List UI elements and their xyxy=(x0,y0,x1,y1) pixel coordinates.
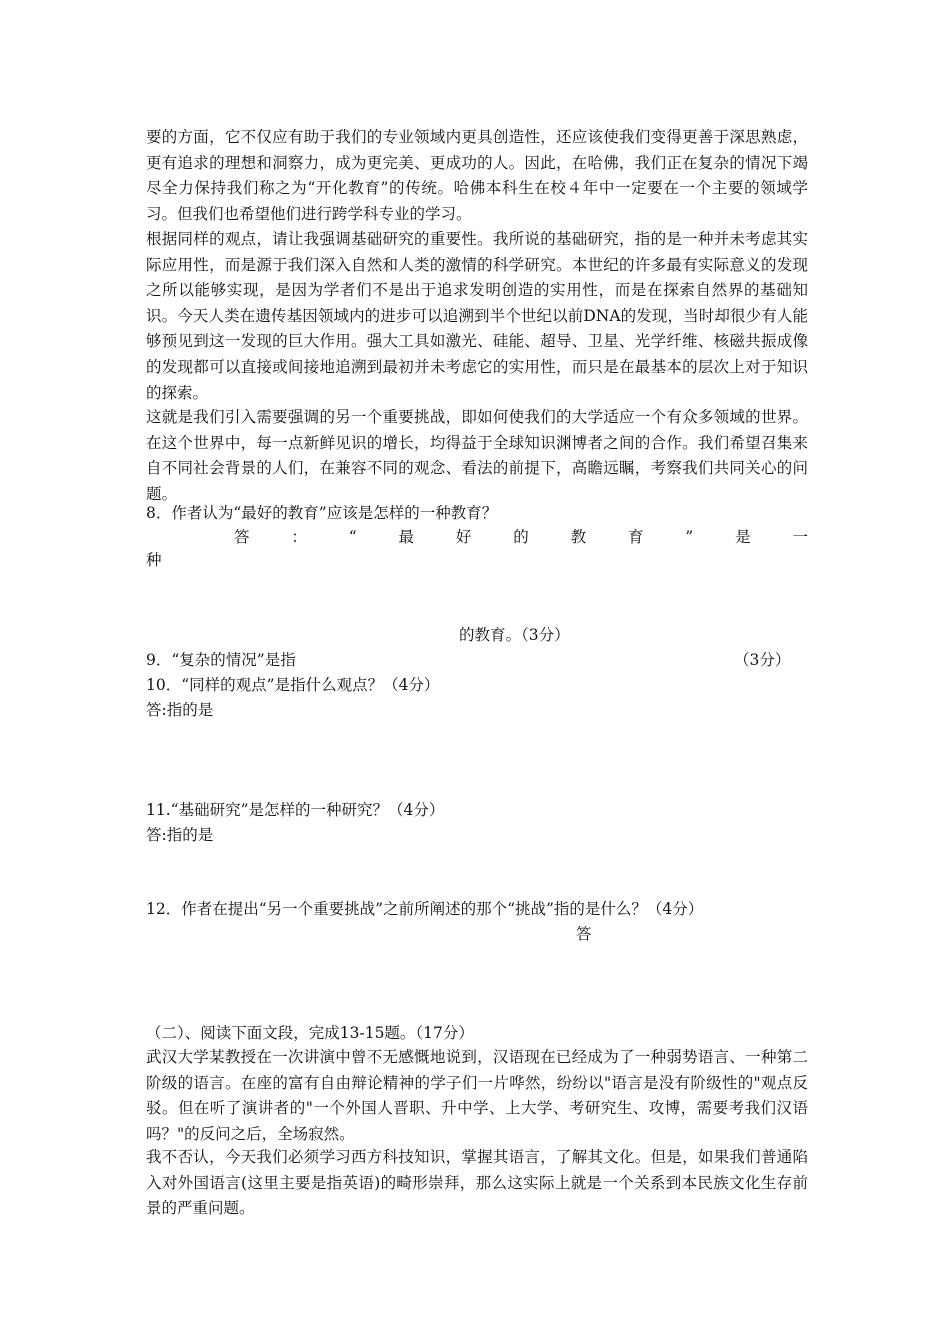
question-10: 10．“同样的观点”是指什么观点？（4分） xyxy=(146,676,440,694)
answer-char: 最 xyxy=(398,528,415,546)
answer-char: 一 xyxy=(792,528,808,546)
answer-char: ： xyxy=(291,528,307,546)
question-12: 12．作者在提出“另一个重要挑战”之前所阐述的那个“挑战”指的是什么？（4分） xyxy=(146,900,704,918)
section-two-paragraph-2: 我不否认，今天我们必须学习西方科技知识，掌握其语言，了解其文化。但是，如果我们普通陷入对外国语言(这里主要是指英语)的畸形崇拜，那么这实际上就是一个关系到本民族文化生存前景的严重问题。 xyxy=(146,1148,808,1218)
answer-char: 好 xyxy=(455,528,472,546)
answer-char: 教 xyxy=(570,528,587,546)
passage-paragraph-3: 这就是我们引入需要强调的另一个重要挑战，即如何使我们的大学适应一个有众多领域的世界。在这个世界中，每一点新鲜见识的增长，均得益于全球知识渊博者之间的合作。我们希望召集来自不同社会背景的人们，在兼容不同的观念、看法的前提下，高瞻远瞩，考察我们共同关心的问题。 xyxy=(146,408,808,503)
passage-paragraph-2: 根据同样的观点，请让我强调基础研究的重要性。我所说的基础研究，指的是一种并未考虑其实际应用性，而是源于我们深入自然和人类的激情的科学研究。本世纪的许多最有实际意义的发现之所以能够实现，是因为学者们不是出于追求发明创造的实用性，而是在探索自然界的基础知识。今天人类在遗传基因领域内的进步可以追溯到半个世纪以前DNA的发现，当时却很少有人能够预见到这一发现的巨大作用。强大工具如激光、硅能、超导、卫星、光学纤维、核磁共振成像的发现都可以直接或间接地追溯到最初并未考虑它的实用性，而只是在最基本的层次上对于知识的探索。 xyxy=(146,230,808,402)
question-8-answer-end: 的教育。（3分） xyxy=(459,626,570,644)
section-two-heading: （二）、阅读下面文段，完成13-15题。（17分） xyxy=(146,1024,474,1042)
answer-char: 育 xyxy=(627,528,644,546)
question-8-answer-wrap: 种 xyxy=(146,551,162,569)
answer-char: 的 xyxy=(513,528,529,546)
question-11-answer: 答:指的是 xyxy=(146,826,214,844)
question-12-answer: 答 xyxy=(576,925,592,943)
passage-paragraph-1: 要的方面，它不仅应有助于我们的专业领域内更具创造性，还应该使我们变得更善于深思熟虑，更有追求的理想和洞察力，成为更完美、更成功的人。因此，在哈佛，我们正在复杂的情况下竭尽全力保持我们称之为“开化教育”的传统。哈佛本科生在校４年中一定要在一个主要的领域学习。但我们也希望他们进行跨学科专业的学习。 xyxy=(146,128,808,223)
section-two-paragraph-1: 武汉大学某教授在一次讲演中曾不无感慨地说到，汉语现在已经成为了一种弱势语言、一种第二阶级的语言。在座的富有自由辩论精神的学子们一片哗然，纷纷以"语言是没有阶级性的"观点反驳。但在听了演讲者的"一个外国人晋职、升中学、上大学、考研究生、攻博，需要考我们汉语吗？"的反问之后，全场寂然。 xyxy=(146,1048,808,1143)
question-10-answer: 答:指的是 xyxy=(146,701,214,719)
answer-char: ” xyxy=(685,528,694,546)
answer-char: 答 xyxy=(234,528,250,546)
answer-char: “ xyxy=(348,528,357,546)
question-9: 9．“复杂的情况”是指 xyxy=(146,651,296,669)
question-8: 8．作者认为“最好的教育”应该是怎样的一种教育？ xyxy=(146,504,498,522)
answer-char: 是 xyxy=(735,528,751,546)
question-11: 11.“基础研究”是怎样的一种研究？（4分） xyxy=(146,801,445,819)
question-9-score: （3分） xyxy=(734,651,791,669)
question-8-answer-line xyxy=(146,525,808,549)
